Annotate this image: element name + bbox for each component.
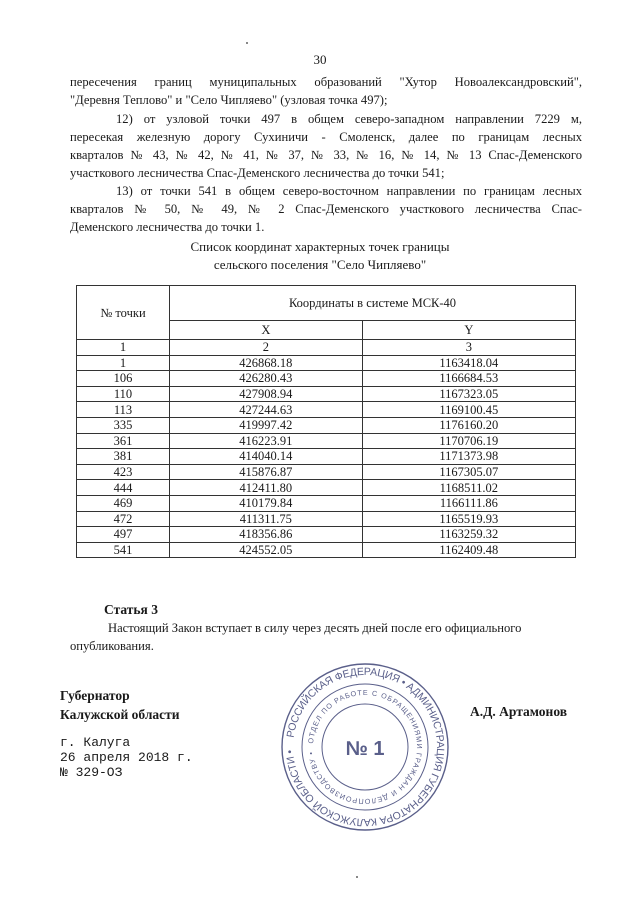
coordinates-table (76, 285, 576, 558)
page-number: 30 (313, 52, 327, 67)
table-row (77, 511, 576, 527)
item-12-paragraph (70, 110, 582, 182)
cell-x: 411311.75 (170, 511, 363, 527)
column-number: 2 (170, 340, 363, 356)
article-body: Настоящий Закон вступает в силу через десять дней после его официального опубликования. (70, 621, 522, 653)
cell-point: 472 (77, 511, 170, 527)
registration-stamp (60, 735, 193, 780)
cell-y: 1163418.04 (362, 355, 575, 371)
table-row (77, 417, 576, 433)
cell-x: 415876.87 (170, 464, 363, 480)
cell-point: 335 (77, 417, 170, 433)
cell-y: 1169100.45 (362, 402, 575, 418)
cell-y: 1166111.86 (362, 495, 575, 511)
signature-position (60, 686, 180, 724)
text-line: 12) от узловой точки 497 в общем северо-западном направлении 7229 м, (116, 112, 582, 126)
header-coordinates: Координаты в системе МСК-40 (170, 286, 576, 321)
cell-point: 361 (77, 433, 170, 449)
table-row (77, 527, 576, 543)
article-text (70, 619, 582, 655)
cell-x: 427244.63 (170, 402, 363, 418)
article-title: Статья 3 (104, 602, 158, 617)
cell-x: 416223.91 (170, 433, 363, 449)
text-line: кварталов № 43, № 42, № 41, № 37, № 33, № 16, № 14, № 13 Спас-Деменского (70, 148, 582, 162)
cell-point: 1 (77, 355, 170, 371)
stamp-date: 26 апреля 2018 г. (60, 750, 193, 765)
cell-y: 1167323.05 (362, 386, 575, 402)
intro-paragraph (70, 73, 582, 109)
position-line: Губернатор (60, 688, 130, 703)
cell-y: 1176160.20 (362, 417, 575, 433)
text-line: пересекая железную дорогу Сухиничи - Смоленск, далее по границам лесных (70, 130, 582, 144)
table-row (77, 495, 576, 511)
table-row (77, 402, 576, 418)
text-line: участкового лесничества Спас-Деменского лесничества до точки 541; (70, 166, 445, 180)
cell-point: 469 (77, 495, 170, 511)
cell-x: 424552.05 (170, 542, 363, 558)
column-number: 1 (77, 340, 170, 356)
cell-y: 1168511.02 (362, 480, 575, 496)
item-13-paragraph (70, 182, 582, 236)
cell-x: 414040.14 (170, 449, 363, 465)
table-row (77, 464, 576, 480)
official-seal (278, 662, 452, 832)
scan-speck (246, 42, 248, 44)
table-caption (0, 238, 640, 274)
cell-x: 419997.42 (170, 417, 363, 433)
table-row (77, 355, 576, 371)
header-x: X (170, 321, 363, 340)
caption-line: Список координат характерных точек границы (190, 239, 450, 254)
cell-point: 110 (77, 386, 170, 402)
caption-line: сельского поселения "Село Чипляево" (213, 257, 427, 272)
cell-x: 418356.86 (170, 527, 363, 543)
stamp-city: г. Калуга (60, 735, 131, 750)
cell-y: 1163259.32 (362, 527, 575, 543)
table-row (77, 386, 576, 402)
text-line: "Деревня Теплово" и "Село Чипляево" (узловая точка 497); (70, 93, 388, 107)
cell-point: 113 (77, 402, 170, 418)
cell-y: 1165519.93 (362, 511, 575, 527)
cell-y: 1167305.07 (362, 464, 575, 480)
position-line: Калужской области (60, 707, 180, 722)
table-row (77, 449, 576, 465)
cell-x: 412411.80 (170, 480, 363, 496)
cell-x: 427908.94 (170, 386, 363, 402)
stamp-number: № 329-ОЗ (60, 765, 123, 780)
table-row (77, 480, 576, 496)
text-line: Деменского лесничества до точки 1. (70, 220, 265, 234)
cell-x: 426868.18 (170, 355, 363, 371)
cell-y: 1171373.98 (362, 449, 575, 465)
cell-point: 106 (77, 371, 170, 387)
cell-point: 541 (77, 542, 170, 558)
text-line: пересечения границ муниципальных образований "Хутор Новоалександровский", (70, 75, 582, 89)
scan-speck (356, 876, 358, 878)
table-row (77, 371, 576, 387)
cell-y: 1162409.48 (362, 542, 575, 558)
cell-point: 381 (77, 449, 170, 465)
cell-y: 1170706.19 (362, 433, 575, 449)
cell-y: 1166684.53 (362, 371, 575, 387)
header-y: Y (362, 321, 575, 340)
text-line: 13) от точки 541 в общем северо-восточном направлении по границам лесных (116, 184, 582, 198)
text-line: кварталов № 50, № 49, № 2 Спас-Деменского участкового лесничества Спас- (70, 202, 582, 216)
seal-inner-text: ОТДЕЛ ПО РАБОТЕ С ОБРАЩЕНИЯМИ ГРАЖДАН И ДЕЛОПРОИЗВОДСТВУ • (306, 687, 425, 807)
column-number: 3 (362, 340, 575, 356)
table-row (77, 542, 576, 558)
seal-center-number: № 1 (345, 738, 385, 760)
cell-x: 426280.43 (170, 371, 363, 387)
seal-outer-text: РОССИЙСКАЯ ФЕДЕРАЦИЯ • АДМИНИСТРАЦИЯ ГУБЕРНАТОРА КАЛУЖСКОЙ ОБЛАСТИ • (284, 665, 447, 829)
table-row (77, 433, 576, 449)
signatory-name: А.Д. Артамонов (470, 704, 568, 719)
cell-x: 410179.84 (170, 495, 363, 511)
cell-point: 444 (77, 480, 170, 496)
cell-point: 497 (77, 527, 170, 543)
cell-point: 423 (77, 464, 170, 480)
header-point-number: № точки (77, 286, 170, 340)
